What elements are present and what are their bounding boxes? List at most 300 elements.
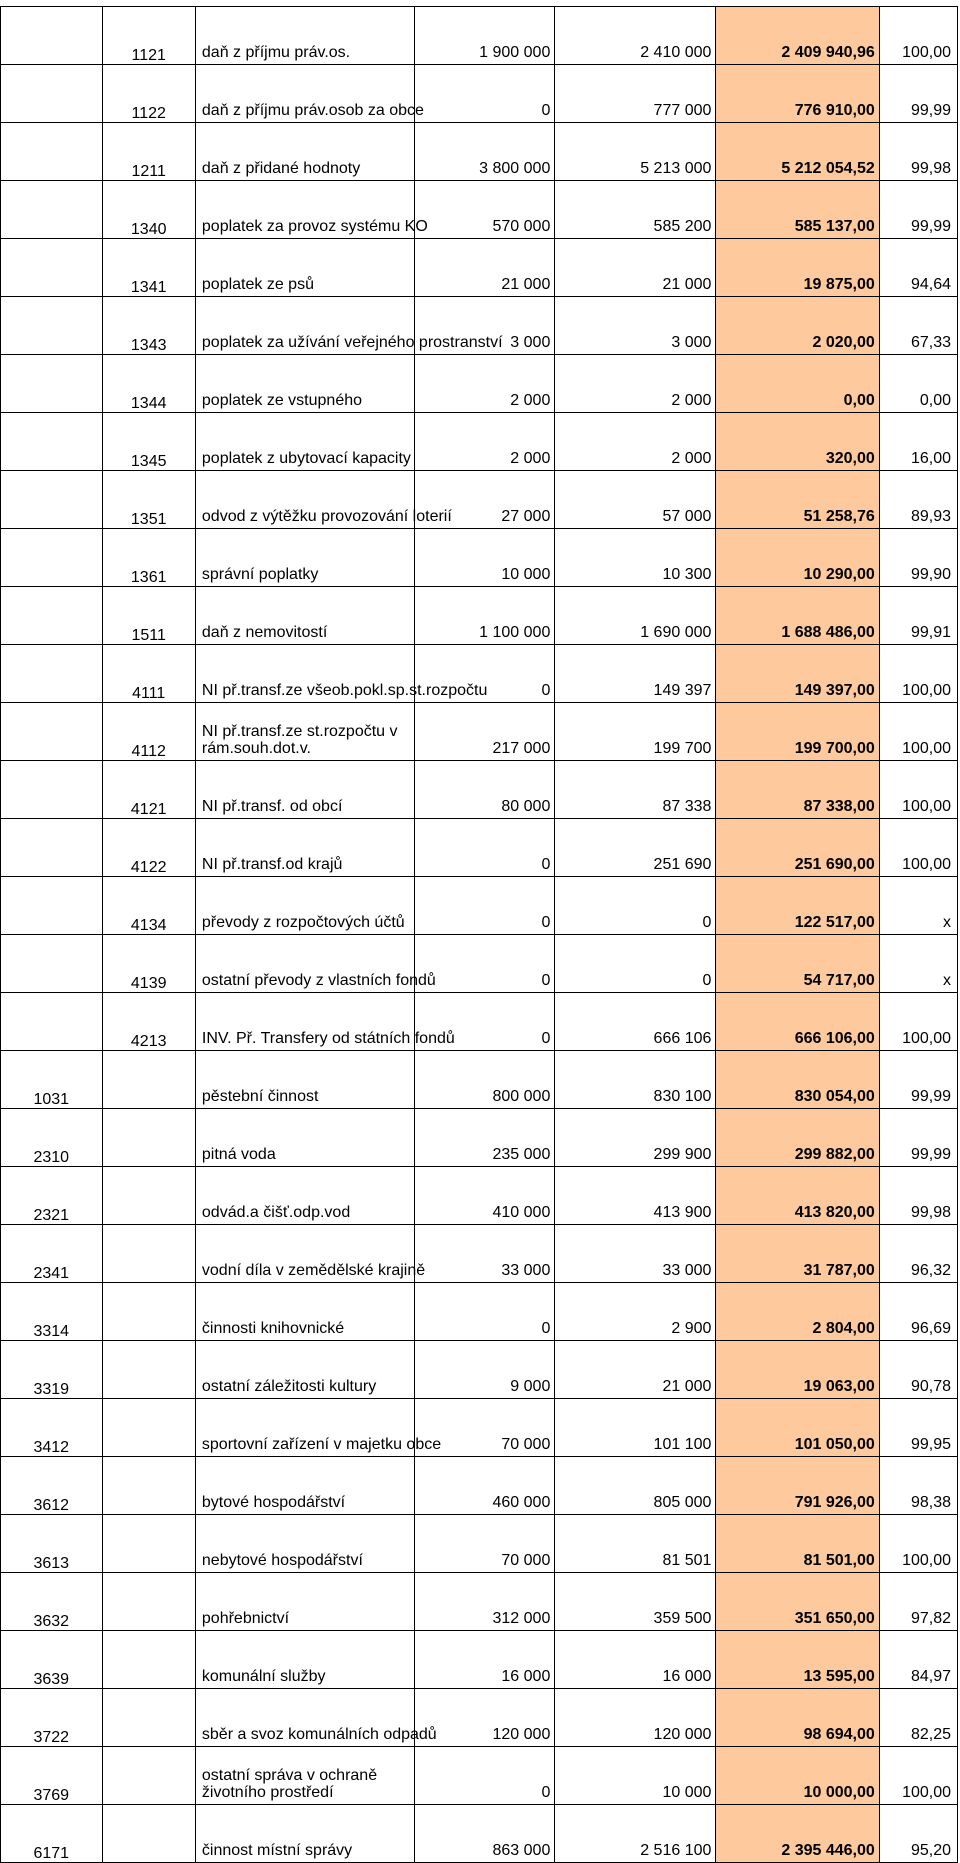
table-row bbox=[1, 1747, 958, 1805]
approved-budget-text: 80 000 bbox=[501, 798, 551, 815]
fulfilment-percent-cell bbox=[879, 1341, 957, 1399]
approved-budget-text: 27 000 bbox=[501, 508, 551, 525]
approved-budget-cell bbox=[415, 355, 555, 413]
approved-budget-text: 33 000 bbox=[501, 1262, 551, 1279]
approved-budget-text: 3 800 000 bbox=[479, 160, 551, 177]
paragraph-cell bbox=[1, 1689, 103, 1747]
item-code-cell bbox=[102, 471, 195, 529]
adjusted-budget-text: 805 000 bbox=[653, 1494, 712, 1511]
approved-budget-cell bbox=[415, 123, 555, 181]
fulfilment-percent-text: x bbox=[943, 914, 951, 931]
item-name-text: odvod z výtěžku provozování loterií bbox=[201, 508, 452, 525]
paragraph-text: 1031 bbox=[33, 1091, 70, 1108]
fulfilment-percent-text: 96,32 bbox=[910, 1262, 951, 1279]
approved-budget-cell bbox=[415, 1167, 555, 1225]
paragraph-cell bbox=[1, 1051, 103, 1109]
adjusted-budget-cell bbox=[555, 413, 716, 471]
actual-amount-cell bbox=[716, 1109, 879, 1167]
paragraph-cell bbox=[1, 1805, 103, 1863]
adjusted-budget-text: 5 213 000 bbox=[640, 160, 712, 177]
approved-budget-cell bbox=[415, 1109, 555, 1167]
adjusted-budget-text: 2 000 bbox=[671, 392, 712, 409]
item-name-cell bbox=[195, 587, 414, 645]
item-name-cell bbox=[195, 413, 414, 471]
paragraph-cell bbox=[1, 993, 103, 1051]
fulfilment-percent-cell bbox=[879, 1573, 957, 1631]
item-name-text: poplatek ze vstupného bbox=[201, 392, 363, 409]
adjusted-budget-cell bbox=[555, 1225, 716, 1283]
fulfilment-percent-text: 0,00 bbox=[919, 392, 951, 409]
adjusted-budget-cell bbox=[555, 1457, 716, 1515]
adjusted-budget-text: 2 516 100 bbox=[640, 1842, 712, 1859]
fulfilment-percent-cell bbox=[879, 1631, 957, 1689]
actual-amount-text: 299 882,00 bbox=[794, 1146, 875, 1163]
table-row bbox=[1, 877, 958, 935]
approved-budget-text: 0 bbox=[541, 102, 551, 119]
adjusted-budget-text: 57 000 bbox=[662, 508, 712, 525]
fulfilment-percent-text: 100,00 bbox=[902, 44, 951, 61]
item-name-cell bbox=[195, 1747, 414, 1805]
adjusted-budget-text: 413 900 bbox=[653, 1204, 712, 1221]
adjusted-budget-cell bbox=[555, 819, 716, 877]
adjusted-budget-cell bbox=[555, 123, 716, 181]
paragraph-text: 3639 bbox=[33, 1671, 70, 1688]
table-row bbox=[1, 297, 958, 355]
approved-budget-text: 217 000 bbox=[492, 740, 551, 757]
budget-table bbox=[0, 6, 958, 1863]
actual-amount-cell bbox=[716, 1283, 879, 1341]
adjusted-budget-text: 299 900 bbox=[653, 1146, 712, 1163]
actual-amount-cell bbox=[716, 7, 879, 65]
table-row bbox=[1, 935, 958, 993]
actual-amount-cell bbox=[716, 761, 879, 819]
item-name-text: NI př.transf. od obcí bbox=[201, 798, 343, 815]
item-code-cell bbox=[102, 703, 195, 761]
fulfilment-percent-text: 96,69 bbox=[910, 1320, 951, 1337]
fulfilment-percent-cell bbox=[879, 7, 957, 65]
paragraph-cell bbox=[1, 1747, 103, 1805]
item-name-cell bbox=[195, 123, 414, 181]
fulfilment-percent-cell bbox=[879, 471, 957, 529]
item-code-text: 4134 bbox=[130, 917, 167, 934]
fulfilment-percent-text: 84,97 bbox=[910, 1668, 951, 1685]
item-name-text: pohřebnictví bbox=[201, 1610, 290, 1627]
actual-amount-cell bbox=[716, 1631, 879, 1689]
fulfilment-percent-cell bbox=[879, 239, 957, 297]
actual-amount-cell bbox=[716, 529, 879, 587]
adjusted-budget-cell bbox=[555, 355, 716, 413]
paragraph-cell bbox=[1, 1399, 103, 1457]
item-name-text: poplatek za užívání veřejného prostranství bbox=[201, 334, 503, 351]
actual-amount-cell bbox=[716, 123, 879, 181]
actual-amount-cell bbox=[716, 355, 879, 413]
fulfilment-percent-cell bbox=[879, 1515, 957, 1573]
actual-amount-cell bbox=[716, 1689, 879, 1747]
paragraph-cell bbox=[1, 935, 103, 993]
item-code-cell bbox=[102, 7, 195, 65]
fulfilment-percent-cell bbox=[879, 65, 957, 123]
item-code-cell bbox=[102, 1747, 195, 1805]
fulfilment-percent-text: 89,93 bbox=[910, 508, 951, 525]
item-name-text: poplatek z ubytovací kapacity bbox=[201, 450, 411, 467]
actual-amount-cell bbox=[716, 1225, 879, 1283]
adjusted-budget-text: 359 500 bbox=[653, 1610, 712, 1627]
adjusted-budget-text: 2 000 bbox=[671, 450, 712, 467]
fulfilment-percent-cell bbox=[879, 297, 957, 355]
item-name-cell bbox=[195, 1689, 437, 1747]
fulfilment-percent-text: 94,64 bbox=[910, 276, 951, 293]
approved-budget-text: 0 bbox=[541, 972, 551, 989]
adjusted-budget-text: 251 690 bbox=[653, 856, 712, 873]
actual-amount-cell bbox=[716, 471, 879, 529]
fulfilment-percent-cell bbox=[879, 761, 957, 819]
fulfilment-percent-cell bbox=[879, 1747, 957, 1805]
actual-amount-text: 149 397,00 bbox=[794, 682, 875, 699]
item-name-text: činnosti knihovnické bbox=[201, 1320, 345, 1337]
actual-amount-cell bbox=[716, 239, 879, 297]
adjusted-budget-cell bbox=[555, 1573, 716, 1631]
approved-budget-text: 410 000 bbox=[492, 1204, 551, 1221]
item-name-cell bbox=[195, 181, 428, 239]
approved-budget-text: 0 bbox=[541, 856, 551, 873]
paragraph-cell bbox=[1, 1109, 103, 1167]
item-code-cell bbox=[102, 529, 195, 587]
approved-budget-cell bbox=[415, 1283, 555, 1341]
item-name-cell bbox=[195, 1051, 414, 1109]
actual-amount-cell bbox=[716, 819, 879, 877]
fulfilment-percent-text: 99,95 bbox=[910, 1436, 951, 1453]
paragraph-cell bbox=[1, 1341, 103, 1399]
paragraph-text: 3632 bbox=[33, 1613, 70, 1630]
table-row bbox=[1, 1515, 958, 1573]
item-code-cell bbox=[102, 1689, 195, 1747]
table-row bbox=[1, 1109, 958, 1167]
approved-budget-text: 863 000 bbox=[492, 1842, 551, 1859]
actual-amount-text: 87 338,00 bbox=[803, 798, 875, 815]
actual-amount-cell bbox=[716, 1747, 879, 1805]
actual-amount-cell bbox=[716, 1051, 879, 1109]
adjusted-budget-cell bbox=[555, 1399, 716, 1457]
actual-amount-cell bbox=[716, 65, 879, 123]
adjusted-budget-cell bbox=[555, 877, 716, 935]
approved-budget-text: 9 000 bbox=[510, 1378, 551, 1395]
item-code-cell bbox=[102, 239, 195, 297]
actual-amount-text: 666 106,00 bbox=[794, 1030, 875, 1047]
approved-budget-text: 0 bbox=[541, 1320, 551, 1337]
actual-amount-text: 2 804,00 bbox=[812, 1320, 875, 1337]
item-code-cell bbox=[102, 1167, 195, 1225]
adjusted-budget-cell bbox=[555, 529, 716, 587]
actual-amount-text: 19 875,00 bbox=[803, 276, 875, 293]
actual-amount-text: 2 409 940,96 bbox=[781, 44, 875, 61]
item-code-text: 4139 bbox=[130, 975, 167, 992]
item-name-text: ostatní správa v ochraně životního prostředí bbox=[201, 1767, 378, 1801]
fulfilment-percent-text: 99,99 bbox=[910, 102, 951, 119]
fulfilment-percent-cell bbox=[879, 1399, 957, 1457]
fulfilment-percent-cell bbox=[879, 587, 957, 645]
actual-amount-cell bbox=[716, 1399, 879, 1457]
item-code-cell bbox=[102, 1457, 195, 1515]
item-code-text: 4112 bbox=[131, 743, 166, 760]
item-code-cell bbox=[102, 819, 195, 877]
actual-amount-text: 776 910,00 bbox=[794, 102, 875, 119]
fulfilment-percent-text: 90,78 bbox=[910, 1378, 951, 1395]
paragraph-cell bbox=[1, 529, 103, 587]
table-row bbox=[1, 1805, 958, 1863]
table-row bbox=[1, 239, 958, 297]
actual-amount-text: 413 820,00 bbox=[794, 1204, 875, 1221]
approved-budget-text: 1 100 000 bbox=[479, 624, 551, 641]
actual-amount-text: 251 690,00 bbox=[794, 856, 875, 873]
item-name-text: komunální služby bbox=[201, 1668, 326, 1685]
item-code-cell bbox=[102, 1283, 195, 1341]
fulfilment-percent-cell bbox=[879, 1225, 957, 1283]
adjusted-budget-text: 21 000 bbox=[662, 276, 712, 293]
actual-amount-text: 122 517,00 bbox=[794, 914, 875, 931]
adjusted-budget-cell bbox=[555, 239, 716, 297]
paragraph-cell bbox=[1, 1631, 103, 1689]
fulfilment-percent-cell bbox=[879, 529, 957, 587]
approved-budget-text: 800 000 bbox=[492, 1088, 551, 1105]
actual-amount-cell bbox=[716, 1805, 879, 1863]
table-row bbox=[1, 819, 958, 877]
item-name-text: daň z nemovitostí bbox=[201, 624, 328, 641]
fulfilment-percent-cell bbox=[879, 877, 957, 935]
item-name-text: daň z přidané hodnoty bbox=[201, 160, 361, 177]
item-name-text: NI př.transf.od krajů bbox=[201, 856, 343, 873]
approved-budget-text: 2 000 bbox=[510, 392, 551, 409]
table-row bbox=[1, 1457, 958, 1515]
paragraph-cell bbox=[1, 1573, 103, 1631]
fulfilment-percent-cell bbox=[879, 1457, 957, 1515]
adjusted-budget-text: 2 410 000 bbox=[640, 44, 712, 61]
adjusted-budget-text: 10 300 bbox=[662, 566, 712, 583]
item-code-cell bbox=[102, 1805, 195, 1863]
paragraph-cell bbox=[1, 703, 103, 761]
item-name-cell bbox=[195, 1341, 414, 1399]
item-name-cell bbox=[195, 239, 414, 297]
approved-budget-cell bbox=[415, 877, 555, 935]
adjusted-budget-cell bbox=[555, 1341, 716, 1399]
table-row bbox=[1, 529, 958, 587]
fulfilment-percent-text: 82,25 bbox=[910, 1726, 951, 1743]
item-code-cell bbox=[102, 1573, 195, 1631]
item-code-cell bbox=[102, 413, 195, 471]
fulfilment-percent-cell bbox=[879, 355, 957, 413]
adjusted-budget-cell bbox=[555, 297, 716, 355]
actual-amount-text: 51 258,76 bbox=[803, 508, 875, 525]
table-row bbox=[1, 1051, 958, 1109]
actual-amount-text: 54 717,00 bbox=[803, 972, 875, 989]
item-code-cell bbox=[102, 355, 195, 413]
adjusted-budget-text: 10 000 bbox=[662, 1784, 712, 1801]
budget-table-body bbox=[1, 7, 958, 1863]
item-code-text: 1211 bbox=[131, 163, 166, 180]
item-name-cell bbox=[195, 1167, 414, 1225]
actual-amount-cell bbox=[716, 181, 879, 239]
actual-amount-cell bbox=[716, 935, 879, 993]
adjusted-budget-cell bbox=[555, 471, 716, 529]
paragraph-text: 2341 bbox=[33, 1265, 70, 1282]
paragraph-cell bbox=[1, 355, 103, 413]
approved-budget-cell bbox=[415, 819, 555, 877]
item-name-cell bbox=[195, 819, 414, 877]
item-name-text: ostatní záležitosti kultury bbox=[201, 1378, 377, 1395]
item-code-text: 1344 bbox=[130, 395, 167, 412]
item-code-text: 4213 bbox=[130, 1033, 167, 1050]
item-name-text: správní poplatky bbox=[201, 566, 319, 583]
actual-amount-text: 2 395 446,00 bbox=[781, 1842, 875, 1859]
paragraph-cell bbox=[1, 239, 103, 297]
item-name-cell bbox=[195, 1225, 426, 1283]
actual-amount-cell bbox=[716, 1341, 879, 1399]
item-code-cell bbox=[102, 1631, 195, 1689]
fulfilment-percent-cell bbox=[879, 1051, 957, 1109]
actual-amount-text: 98 694,00 bbox=[803, 1726, 875, 1743]
adjusted-budget-text: 0 bbox=[702, 972, 712, 989]
actual-amount-cell bbox=[716, 587, 879, 645]
item-code-cell bbox=[102, 1515, 195, 1573]
table-row bbox=[1, 645, 958, 703]
adjusted-budget-cell bbox=[555, 645, 716, 703]
paragraph-text: 2321 bbox=[33, 1207, 70, 1224]
fulfilment-percent-cell bbox=[879, 1109, 957, 1167]
adjusted-budget-text: 2 900 bbox=[671, 1320, 712, 1337]
item-name-text: INV. Př. Transfery od státních fondů bbox=[201, 1030, 455, 1047]
item-code-text: 1345 bbox=[130, 453, 167, 470]
paragraph-cell bbox=[1, 65, 103, 123]
adjusted-budget-cell bbox=[555, 181, 716, 239]
paragraph-text: 3412 bbox=[33, 1439, 70, 1456]
actual-amount-cell bbox=[716, 645, 879, 703]
adjusted-budget-cell bbox=[555, 1515, 716, 1573]
fulfilment-percent-cell bbox=[879, 1805, 957, 1863]
item-code-cell bbox=[102, 181, 195, 239]
item-name-text: nebytové hospodářství bbox=[201, 1552, 363, 1569]
fulfilment-percent-text: 100,00 bbox=[902, 1784, 951, 1801]
item-name-cell bbox=[195, 7, 414, 65]
paragraph-cell bbox=[1, 877, 103, 935]
adjusted-budget-cell bbox=[555, 7, 716, 65]
actual-amount-text: 199 700,00 bbox=[794, 740, 875, 757]
item-code-cell bbox=[102, 65, 195, 123]
fulfilment-percent-text: 100,00 bbox=[902, 798, 951, 815]
fulfilment-percent-cell bbox=[879, 181, 957, 239]
adjusted-budget-text: 149 397 bbox=[653, 682, 712, 699]
paragraph-cell bbox=[1, 1457, 103, 1515]
item-name-text: daň z příjmu práv.osob za obce bbox=[201, 102, 424, 119]
adjusted-budget-cell bbox=[555, 1747, 716, 1805]
item-code-cell bbox=[102, 645, 195, 703]
item-name-text: činnost místní správy bbox=[201, 1842, 353, 1859]
item-name-text: převody z rozpočtových účtů bbox=[201, 914, 405, 931]
actual-amount-text: 13 595,00 bbox=[803, 1668, 875, 1685]
adjusted-budget-text: 81 501 bbox=[662, 1552, 712, 1569]
item-name-cell bbox=[195, 703, 414, 761]
item-code-text: 1340 bbox=[130, 221, 167, 238]
actual-amount-cell bbox=[716, 413, 879, 471]
paragraph-cell bbox=[1, 761, 103, 819]
approved-budget-cell bbox=[415, 1225, 555, 1283]
adjusted-budget-text: 87 338 bbox=[662, 798, 712, 815]
fulfilment-percent-text: 100,00 bbox=[902, 682, 951, 699]
approved-budget-cell bbox=[415, 1631, 555, 1689]
item-code-text: 4122 bbox=[130, 859, 167, 876]
paragraph-cell bbox=[1, 819, 103, 877]
fulfilment-percent-text: x bbox=[943, 972, 951, 989]
actual-amount-text: 320,00 bbox=[825, 450, 875, 467]
approved-budget-cell bbox=[415, 1341, 555, 1399]
approved-budget-cell bbox=[415, 587, 555, 645]
approved-budget-text: 235 000 bbox=[492, 1146, 551, 1163]
item-name-cell bbox=[195, 1399, 442, 1457]
item-name-cell bbox=[195, 1631, 414, 1689]
actual-amount-cell bbox=[716, 1457, 879, 1515]
item-name-text: poplatek za provoz systému KO bbox=[201, 218, 428, 235]
fulfilment-percent-text: 99,90 bbox=[910, 566, 951, 583]
item-name-text: vodní díla v zemědělské krajině bbox=[201, 1262, 426, 1279]
fulfilment-percent-text: 99,99 bbox=[910, 1146, 951, 1163]
item-name-text: poplatek ze psů bbox=[201, 276, 314, 293]
actual-amount-text: 791 926,00 bbox=[794, 1494, 875, 1511]
table-row bbox=[1, 1225, 958, 1283]
adjusted-budget-text: 120 000 bbox=[653, 1726, 712, 1743]
item-code-cell bbox=[102, 1399, 195, 1457]
paragraph-cell bbox=[1, 7, 103, 65]
item-name-cell bbox=[195, 877, 414, 935]
adjusted-budget-cell bbox=[555, 1167, 716, 1225]
approved-budget-text: 312 000 bbox=[492, 1610, 551, 1627]
paragraph-cell bbox=[1, 587, 103, 645]
paragraph-text: 3769 bbox=[33, 1787, 70, 1804]
item-code-cell bbox=[102, 297, 195, 355]
approved-budget-text: 460 000 bbox=[492, 1494, 551, 1511]
approved-budget-cell bbox=[415, 1457, 555, 1515]
item-name-cell bbox=[195, 471, 452, 529]
fulfilment-percent-text: 99,91 bbox=[910, 624, 951, 641]
adjusted-budget-cell bbox=[555, 761, 716, 819]
paragraph-cell bbox=[1, 413, 103, 471]
fulfilment-percent-cell bbox=[879, 819, 957, 877]
item-name-cell bbox=[195, 761, 414, 819]
item-code-cell bbox=[102, 123, 195, 181]
paragraph-text: 2310 bbox=[33, 1149, 70, 1166]
actual-amount-text: 5 212 054,52 bbox=[781, 160, 875, 177]
item-code-text: 4111 bbox=[132, 685, 166, 702]
table-row bbox=[1, 587, 958, 645]
fulfilment-percent-cell bbox=[879, 645, 957, 703]
item-code-cell bbox=[102, 761, 195, 819]
approved-budget-text: 0 bbox=[541, 682, 551, 699]
table-row bbox=[1, 1399, 958, 1457]
table-row bbox=[1, 1689, 958, 1747]
approved-budget-cell bbox=[415, 239, 555, 297]
paragraph-cell bbox=[1, 1225, 103, 1283]
actual-amount-text: 81 501,00 bbox=[803, 1552, 875, 1569]
fulfilment-percent-text: 99,98 bbox=[910, 1204, 951, 1221]
item-name-text: odvád.a čišť.odp.vod bbox=[201, 1204, 351, 1221]
adjusted-budget-text: 777 000 bbox=[653, 102, 712, 119]
item-name-cell bbox=[195, 993, 455, 1051]
fulfilment-percent-cell bbox=[879, 993, 957, 1051]
item-code-text: 1511 bbox=[131, 627, 166, 644]
fulfilment-percent-cell bbox=[879, 1689, 957, 1747]
item-name-text: pěstební činnost bbox=[201, 1088, 319, 1105]
actual-amount-text: 101 050,00 bbox=[794, 1436, 875, 1453]
item-name-text: NI př.transf.ze všeob.pokl.sp.st.rozpočtu bbox=[201, 682, 488, 699]
fulfilment-percent-cell bbox=[879, 1283, 957, 1341]
table-row bbox=[1, 471, 958, 529]
